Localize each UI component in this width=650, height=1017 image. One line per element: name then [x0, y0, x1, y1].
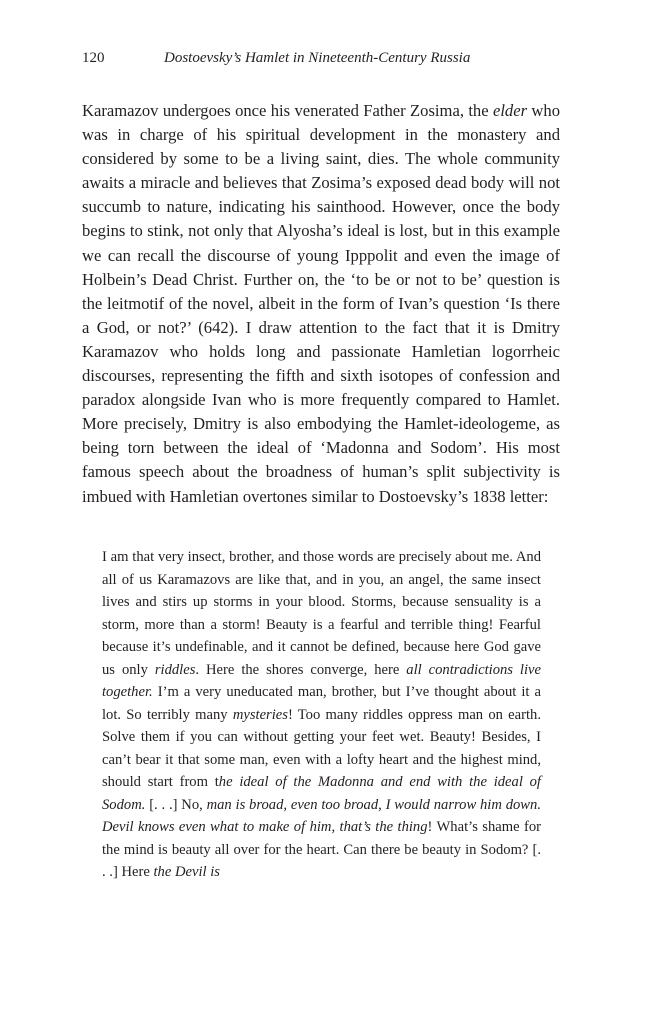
running-head [82, 50, 562, 72]
body-paragraph [82, 99, 560, 509]
emphasis-segment: all contradictions live together. [102, 661, 541, 700]
text-segment: ! What’s shame for the mind is beauty all over for the heart. Can there be beauty in Sodom? [. . .] Here [102, 819, 541, 880]
quote-paragraph [102, 546, 541, 884]
emphasis-segment: riddles [154, 661, 196, 678]
text-segment: [. . .] No, [145, 796, 207, 813]
text-segment: I am that very insect, brother, and those words are precisely about me. And all of us Karamazovs are like that, and in you, an angel, the same insect lives and stirs up storms in your blood. Storms, because sensuality is a storm, more than a storm! Beauty is a fearful and terrible thing! Fearful because it’s undefinable, and it cannot be defined, because here God gave us only [102, 549, 541, 678]
emphasis-segment: mysteries [232, 706, 288, 723]
page-number: 120 [82, 50, 105, 66]
emphasis-segment: man is broad, even too broad, I would narrow him down. Devil knows even what to make of him, that’s the thing [102, 796, 541, 835]
text-segment: Karamazov undergoes once his venerated Father Zosima, the [82, 101, 493, 120]
text-segment: ! Too many riddles oppress man on earth. Solve them if you can without getting your feet wet. Beauty! Besides, I can’t bear it that some man, even with a lofty heart and the highest mind, should start from t [102, 706, 541, 790]
block-quote [102, 546, 541, 884]
body-text [82, 99, 560, 509]
emphasis-segment: the Devil is [153, 864, 220, 880]
emphasis-segment: elder [492, 101, 528, 120]
text-segment: I’m a very uneducated man, brother, but I’ve thought about it a lot. So terribly many [102, 684, 541, 723]
running-title: Dostoevsky’s Hamlet in Nineteenth-Century Russia [164, 50, 471, 66]
text-segment: . Here the shores converge, here [195, 661, 407, 678]
text-segment: who was in charge of his spiritual development in the monastery and considered by some to be a living saint, dies. The whole community awaits a miracle and believes that Zosima’s exposed dead body will not succumb to nature, indicating his sainthood. However, once the body begins to stink, not only that Alyosha’s ideal is lost, but in this example we can recall the discourse of young Ipppolit and even the image of Holbein’s Dead Christ. Further on, the ‘to be or not to be’ question is the leitmotif of the novel, albeit in the form of Ivan’s question ‘Is there a God, or not?’ (642). I draw attention to the fact that it is Dmitry Karamazov who holds long and passionate Hamletian logorrheic discourses, representing the fifth and sixth isotopes of confession and paradox alongside Ivan who is more frequently compared to Hamlet. More precisely, Dmitry is also embodying the Hamlet-ideologeme, as being torn between the ideal of ‘Madonna and Sodom’. His most famous speech about the broadness of human’s split subjectivity is imbued with Hamletian overtones similar to Dostoevsky’s 1838 letter: [82, 101, 560, 506]
emphasis-segment: he ideal of the Madonna and end with the ideal of Sodom. [102, 774, 541, 813]
